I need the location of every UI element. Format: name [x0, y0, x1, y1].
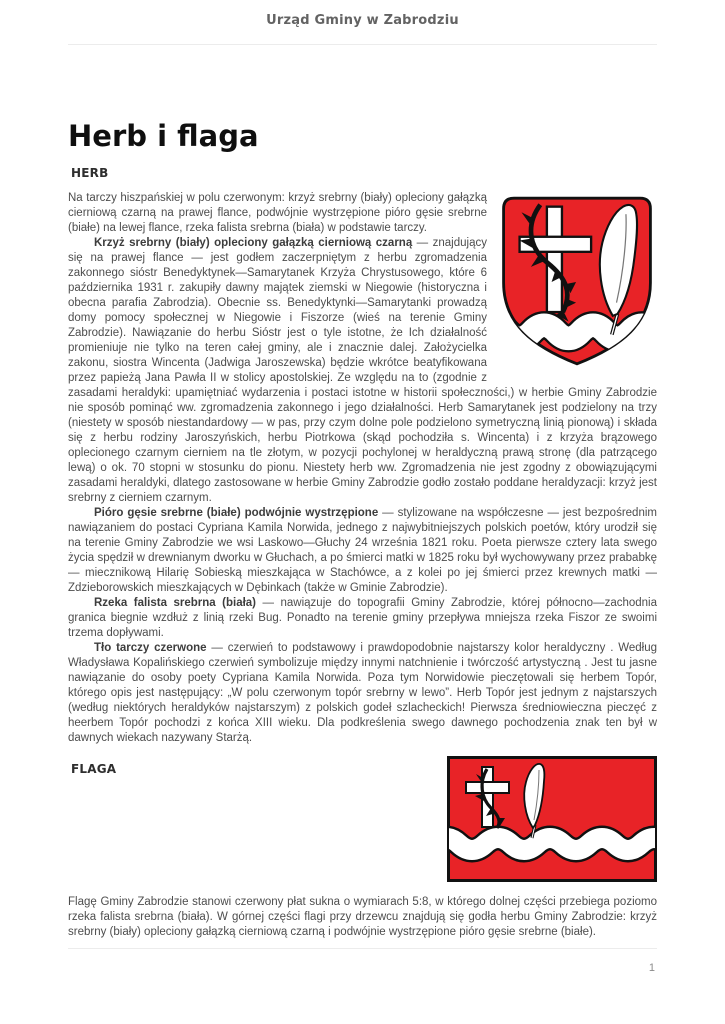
page-number: 1: [648, 962, 655, 974]
flag-image: [447, 756, 657, 882]
header-title: Urząd Gminy w Zabrodziu: [266, 13, 459, 28]
section-herb-body: [68, 191, 657, 746]
paragraph-tlo: Tło tarczy czerwone — czerwień to podstawowy i prawdopodobnie najstarszy kolor heraldyczny . Według Władysława Kopalińskiego czerwień symbolizuje między innymi natchnienie i twórczość artystyczną . Jest tu jasne nawiązanie do osoby poety Cypriana Kamila Norwida. Poza tym Norwidowie pieczętowali się herbem Topór, którego opis jest następujący: „W polu czerwonym topór srebrny w lewo”. Herb Topór jest jednym z najstarszych (według niektórych heraldyków najstarszym) z polskich godeł szlacheckich! Pierwsza średniowieczna pieczęć z heerbem Topór pochodzi z końca XIII wieku. Dla podkreślenia swego dawnego pochodzenia znak ten był w dawnych wiekach nazywany Starżą.: [68, 642, 657, 744]
header-divider: [68, 44, 657, 45]
page-header: [0, 0, 725, 28]
wavy-river-charge: [497, 325, 657, 338]
paragraph-flaga: Flagę Gminy Zabrodzie stanowi czerwony płat sukna o wymiarach 5:8, w którego dolnej części przebiega poziomo rzeka falista srebrna (biała). W górnej części flagi przy drzewcu znajdują się godła herbu Gminy Zabrodzie: krzyż srebrny (biały) opleciony gałązką cierniową czarną i podwójnie wystrzępione pióro gęsie srebrne (białe).: [68, 896, 657, 938]
section-heading-herb: HERB: [71, 166, 109, 180]
section-flaga: [68, 762, 657, 940]
paragraph-blazon: Na tarczy hiszpańskiej w polu czerwonym: krzyż srebrny (biały) opleciony gałązką cierniową czarną na prawej flance, podwójnie wystrzępione pióro gęsie srebrne (białe) na lewej flance, rzeka falista srebrna (biała) w podstawie tarczy.: [68, 192, 487, 234]
flag-wavy-river: [447, 838, 657, 850]
footer-divider: [68, 948, 657, 949]
page-content: [0, 119, 725, 940]
paragraph-krzyz: Krzyż srebrny (biały) opleciony gałązką cierniową czarną — znajdujący się na prawej flance — jest godłem zaczerpniętym z herbu zgromadzenia zakonnego sióstr Benedyktynek—Samarytanek Krzyża Chrystusowego, które 6 października 1931 r. zakupiły dawny majątek ziemski w Niegowie (historyczna i obecna parafia Zabrodzia). Obecnie ss. Benedyktynki—Samarytanki prowadzą domy pomocy społecznej w Niegowie i Fiszorze (wieś na terenie Gminy Zabrodzie). Nawiązanie do herbu Sióstr jest o tyle istotne, że Ich działalność promieniuje nie tylko na teren całej gminy, ale i znacznie dalej. Założycielka zakonu, siostra Wincenta (Jadwiga Jaroszewska) będzie wkrótce beatyfikowana przez papieżą Jana Pawła II w stolicy apostolskiej. Ze względu na to (zgodnie z zasadami heraldyki: upamiętniać wydarzenia i postaci istotne w historii społeczności,) w herbie Gminy Zabrodzie nie sposób pominąć ww. zgromadzenia zakonnego i jego działalności. Herb Samarytanek jest podzielony na trzy (niestety w sposób niestandardowy — w pas, przy czym dolne pole podzielono symetryczną linią pionową) i składa się z herbu rodziny Jaroszyńskich, herbu Piotrkowa (skąd pochodziła s. Wincenta) i z krzyża brązowego oplecionego czarnym cierniem na tle złotym, w pozycji pochylonej w heraldyczną prawą stronę (dla patrzącego lewą) o ok. 70 stopni w stosunku do pionu. Niestety herb ww. Zgromadzenia nie jest zgodny z obowiązującymi zasadami heraldyki, dlatego zastosowane w herbie Gminy Zabrodzie godło zostało poddane heraldyzacji: krzyż jest srebrny z cierniem czarnym.: [68, 237, 657, 504]
section-heading-flaga: FLAGA: [71, 762, 117, 776]
paragraph-rzeka: Rzeka falista srebrna (biała) — nawiązuje do topografii Gminy Zabrodzie, której północno—zachodnia granica biegnie wzdłuż z linią rzeki Bug. Ponadto na terenie gminy przepływa mniejsza rzeka Fiszor ze swoimi trzema dopływami.: [68, 597, 657, 639]
paragraph-pioro: Pióro gęsie srebrne (białe) podwójnie wystrzępione — stylizowane na współczesne — jest bezpośrednim nawiązaniem do postaci Cypriana Kamila Norwida, jednego z najwybitniejszych polskich poetów, który urodził się na terenie Gminy Zabrodzie we wsi Laskowo—Głuchy 24 września 1821 roku. Poeta pierwsze cztery lata swego życia spędził w drewnianym dworku w Głuchach, a po śmierci matki w 1825 roku był wychowywany przez prababkę — miecznikową Hilarię Sobieską mieszkająca w Stachówce, a z kolei po jej śmierci przez krewnych matki — Zdzieborowskich mieszkających w Dębinkach (także w Gminie Zabrodzie).: [68, 507, 657, 594]
coat-of-arms-image: [497, 193, 657, 369]
page-title: Herb i flaga: [68, 119, 259, 153]
